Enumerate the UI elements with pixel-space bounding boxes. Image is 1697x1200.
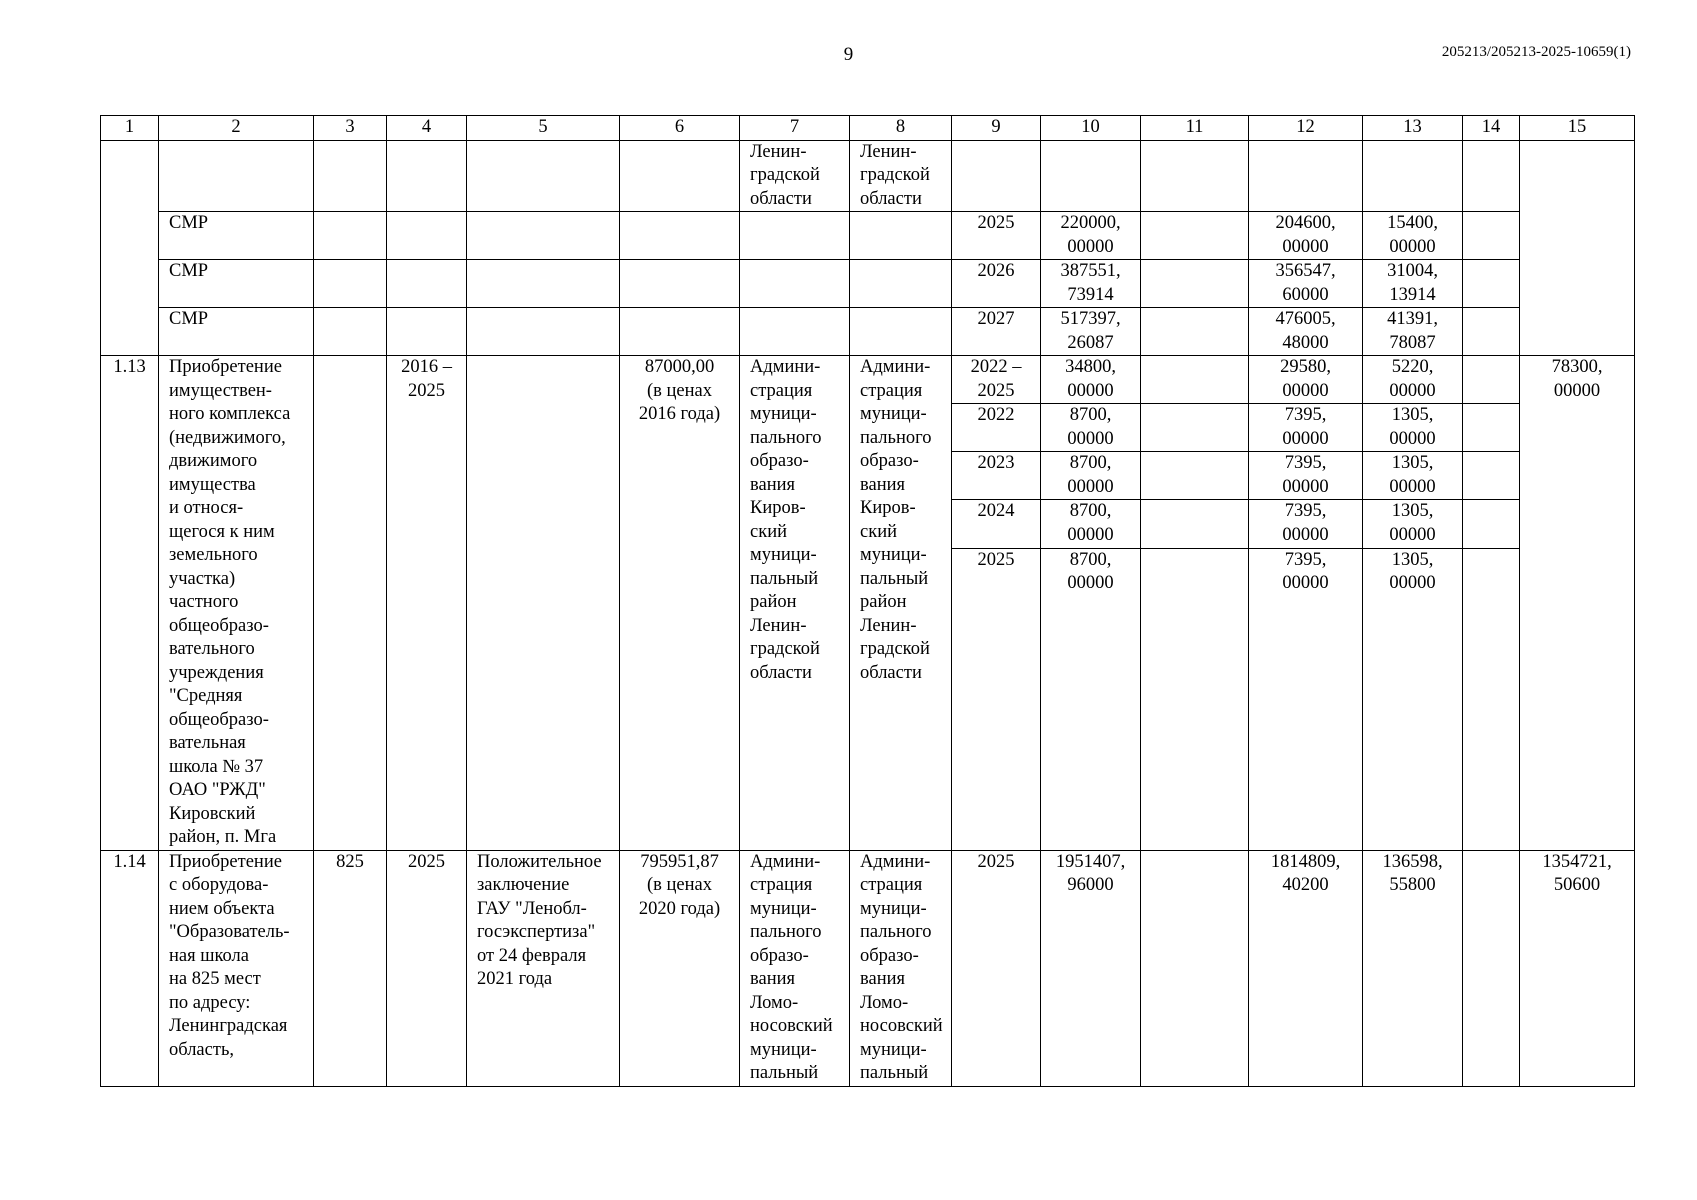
column-header: 5 <box>467 116 620 141</box>
executor-cell: Админи- страция муници- пального образо- вания Ломо- носовский муници- пальный <box>740 850 850 1086</box>
capacity-cell: 825 <box>314 850 387 1086</box>
column-header: 14 <box>1463 116 1520 141</box>
column-header: 9 <box>952 116 1041 141</box>
column-number-row <box>101 116 1635 141</box>
regional-budget-cell: 7395, 00000 <box>1249 452 1363 500</box>
column-header: 2 <box>159 116 314 141</box>
local-budget-cell: 1305, 00000 <box>1363 452 1463 500</box>
regional-budget-cell: 356547, 60000 <box>1249 260 1363 308</box>
total-cell: 8700, 00000 <box>1041 500 1141 548</box>
year-cell: 2024 <box>952 500 1041 548</box>
expertise-cell: Положительное заключение ГАУ "Ленобл- госэкспертиза" от 24 февраля 2021 года <box>467 850 620 1086</box>
customer-cell: Админи- страция муници- пального образо- вания Ломо- носовский муници- пальный <box>850 850 952 1086</box>
year-cell: 2023 <box>952 452 1041 500</box>
cost-cell: 795951,87 (в ценах 2020 года) <box>620 850 740 1086</box>
regional-budget-cell: 29580, 00000 <box>1249 356 1363 404</box>
total-cell: 34800, 00000 <box>1041 356 1141 404</box>
regional-budget-cell: 7395, 00000 <box>1249 500 1363 548</box>
customer-cell: Админи- страция муници- пального образо- вания Киров- ский муници- пальный район Ленин- градской области <box>850 356 952 851</box>
expertise-cell <box>467 356 620 851</box>
total-cell: 8700, 00000 <box>1041 548 1141 850</box>
column-header: 4 <box>387 116 467 141</box>
year-cell: 2022 – 2025 <box>952 356 1041 404</box>
total-cell: 387551, 73914 <box>1041 260 1141 308</box>
regional-budget-cell: 1814809, 40200 <box>1249 850 1363 1086</box>
table-row <box>101 140 1635 212</box>
year-cell: 2022 <box>952 404 1041 452</box>
year-cell: 2025 <box>952 850 1041 1086</box>
local-budget-cell: 5220, 00000 <box>1363 356 1463 404</box>
cost-cell: 87000,00 (в ценах 2016 года) <box>620 356 740 851</box>
table-row <box>101 850 1635 1086</box>
local-budget-cell: 1305, 00000 <box>1363 548 1463 850</box>
column-header: 6 <box>620 116 740 141</box>
column-header: 8 <box>850 116 952 141</box>
local-budget-cell: 1305, 00000 <box>1363 500 1463 548</box>
item-name: Приобретение имуществен- ного комплекса (недвижимого, движимого имущества и относя- щегося к ним земельного участка) частного общеобразо- вательного учреждения "Средняя общеобразо- вательная школа № 37 ОАО "РЖД" Кировский район, п. Мга <box>159 356 314 851</box>
column-header: 12 <box>1249 116 1363 141</box>
item-name: Приобретение с оборудова- нием объекта "Образователь- ная школа на 825 мест по адресу: Ленинградская область, <box>159 850 314 1086</box>
local-budget-cell: 136598, 55800 <box>1363 850 1463 1086</box>
period-cell: 2016 – 2025 <box>387 356 467 851</box>
local-budget-cell: 41391, 78087 <box>1363 308 1463 356</box>
local-budget-cell: 15400, 00000 <box>1363 212 1463 260</box>
total-cell: 220000, 00000 <box>1041 212 1141 260</box>
page-number: 9 <box>843 44 854 65</box>
local-budget-cell: 1305, 00000 <box>1363 404 1463 452</box>
regional-budget-cell: 204600, 00000 <box>1249 212 1363 260</box>
column-header: 13 <box>1363 116 1463 141</box>
regional-budget-cell: 7395, 00000 <box>1249 548 1363 850</box>
item-number: 1.14 <box>101 850 159 1086</box>
period-cell: 2025 <box>387 850 467 1086</box>
column-header: 7 <box>740 116 850 141</box>
item-number: 1.13 <box>101 356 159 851</box>
column-header: 1 <box>101 116 159 141</box>
column-header: 10 <box>1041 116 1141 141</box>
balance-cell: 1354721, 50600 <box>1520 850 1635 1086</box>
regional-budget-cell: 476005, 48000 <box>1249 308 1363 356</box>
balance-cell: 78300, 00000 <box>1520 356 1635 851</box>
year-cell: 2027 <box>952 308 1041 356</box>
column-header: 3 <box>314 116 387 141</box>
table-row <box>101 356 1635 404</box>
customer-cell: Ленин- градской области <box>850 140 952 212</box>
table-row <box>101 260 1635 308</box>
executor-cell: Админи- страция муници- пального образо- вания Киров- ский муници- пальный район Ленин- градской области <box>740 356 850 851</box>
column-header: 11 <box>1141 116 1249 141</box>
work-type: СМР <box>159 308 314 356</box>
table-row <box>101 212 1635 260</box>
local-budget-cell: 31004, 13914 <box>1363 260 1463 308</box>
column-header: 15 <box>1520 116 1635 141</box>
work-type: СМР <box>159 260 314 308</box>
total-cell: 517397, 26087 <box>1041 308 1141 356</box>
total-cell: 8700, 00000 <box>1041 452 1141 500</box>
total-cell: 8700, 00000 <box>1041 404 1141 452</box>
table-row <box>101 308 1635 356</box>
executor-cell: Ленин- градской области <box>740 140 850 212</box>
year-cell: 2025 <box>952 212 1041 260</box>
program-table <box>100 115 1635 1087</box>
work-type: СМР <box>159 212 314 260</box>
year-cell: 2025 <box>952 548 1041 850</box>
total-cell: 1951407, 96000 <box>1041 850 1141 1086</box>
year-cell: 2026 <box>952 260 1041 308</box>
document-id: 205213/205213-2025-10659(1) <box>1441 44 1631 60</box>
regional-budget-cell: 7395, 00000 <box>1249 404 1363 452</box>
capacity-cell <box>314 356 387 851</box>
